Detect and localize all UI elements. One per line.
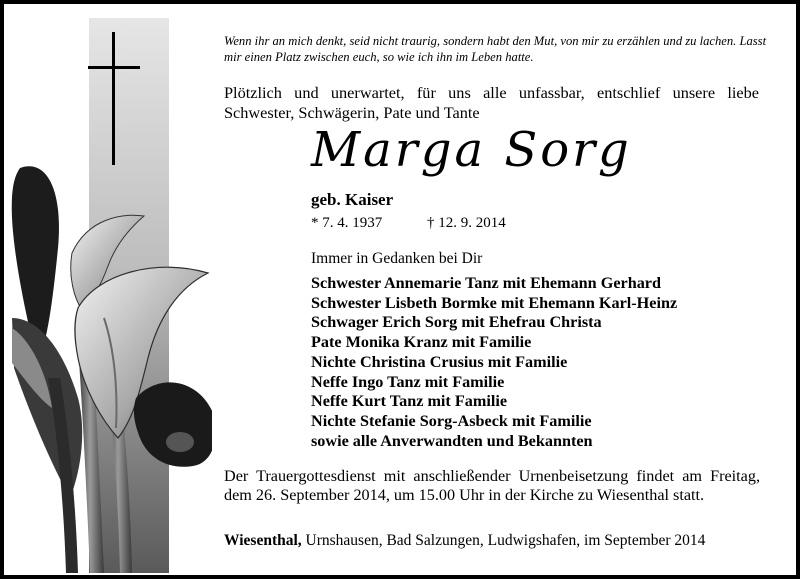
epitaph-quote: Wenn ihr an mich denkt, seid nicht traurig, sondern habt den Mut, von mir zu erzählen und zu lachen. Lasst mir einen Platz zwischen euch, so wie ich ihn im Leben hatte. [224,34,767,64]
death-date: † 12. 9. 2014 [427,215,506,231]
birth-date: * 7. 4. 1937 [311,215,383,231]
mourner-item: Schwester Annemarie Tanz mit Ehemann Gerhard [311,274,661,292]
mourner-item: Pate Monika Kranz mit Familie [311,333,532,352]
life-dates [311,215,506,232]
mourners-list [311,274,677,451]
mourner-item: Neffe Kurt Tanz mit Familie [311,392,508,411]
place-date-line [224,532,705,550]
calla-lily-illustration [8,18,212,573]
place-bold: Wiesenthal, [224,532,302,549]
mourner-item: Neffe Ingo Tanz mit Familie [311,372,505,391]
mourner-item: Schwester Lisbeth Bormke mit Ehemann Karl-Heinz [311,293,678,312]
place-rest: Urnshausen, Bad Salzungen, Ludwigshafen, im September 2014 [301,532,706,549]
maiden-name: geb. Kaiser [311,190,394,209]
memory-line: Immer in Gedanken bei Dir [311,250,483,267]
mourner-item: Schwager Erich Sorg mit Ehefrau Christa [311,313,602,332]
deceased-name: Marga Sorg [311,122,632,178]
mourner-item: sowie alle Anverwandten und Bekannten [311,431,593,450]
mourner-item: Nichte Stefanie Sorg-Asbeck mit Familie [311,411,592,430]
mourner-item: Nichte Christina Crusius mit Familie [311,352,568,371]
intro-text: Plötzlich und unerwartet, für uns alle unfassbar, entschlief unsere liebe Schwester, Schwägerin, Pate und Tante [224,83,759,122]
service-info: Der Trauergottesdienst mit anschließender Urnenbeisetzung findet am Freitag, dem 26. September 2014, um 15.00 Uhr in der Kirche zu Wiesenthal statt. [224,467,760,504]
